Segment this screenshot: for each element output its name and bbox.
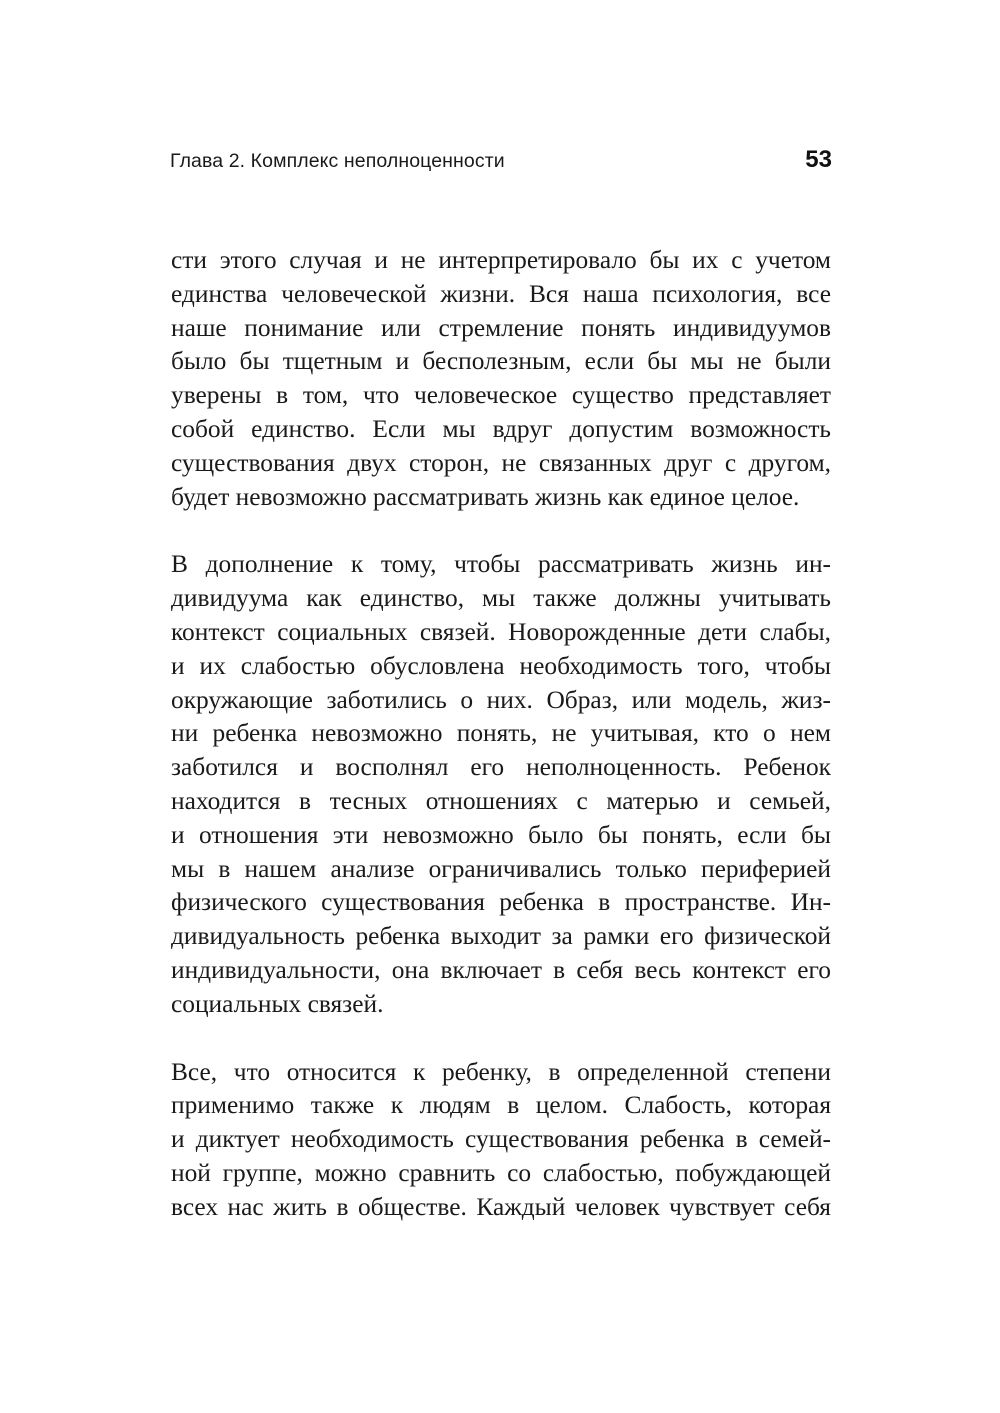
paragraph-spacer — [171, 514, 831, 548]
text-line: Все, что относится к ребенку, в определенной степени — [171, 1057, 831, 1086]
paragraph-1 — [171, 244, 831, 514]
text-line: всех нас жить в обществе. Каждый человек чувствует себя — [171, 1192, 831, 1221]
text-line: уверены в том, что человеческое существо представляет — [171, 381, 831, 410]
text-line: было бы тщетным и бесполезным, если бы мы не были — [171, 347, 831, 376]
text-line: собой единство. Если мы вдруг допустим возможность — [171, 414, 831, 443]
text-line: дивидуума как единство, мы также должны учитывать — [171, 584, 831, 613]
text-line: контекст социальных связей. Новорожденные дети слабы, — [171, 617, 831, 646]
text-line: социальных связей. — [171, 989, 384, 1018]
text-line: наше понимание или стремление понять индивидуумов — [171, 313, 831, 342]
text-line: физического существования ребенка в пространстве. Ин- — [171, 888, 831, 917]
text-line: ной группе, можно сравнить со слабостью, побуждающей — [171, 1158, 831, 1187]
text-line: и их слабостью обусловлена необходимость того, чтобы — [171, 651, 831, 680]
text-line: существования двух сторон, не связанных друг с другом, — [171, 448, 831, 477]
text-line: заботился и восполнял его неполноценность. Ребенок — [171, 753, 831, 782]
text-line: единства человеческой жизни. Вся наша психология, все — [171, 279, 831, 308]
text-line: находится в тесных отношениях с матерью и семьей, — [171, 786, 831, 815]
text-line: и диктует необходимость существования ребенка в семей- — [171, 1125, 831, 1154]
text-line: окружающие заботились о них. Образ, или модель, жиз- — [171, 685, 831, 714]
paragraph-2 — [171, 548, 831, 1021]
paragraph-3 — [171, 1056, 831, 1225]
paragraph-spacer — [171, 1022, 831, 1056]
text-line: мы в нашем анализе ограничивались только периферией — [171, 854, 831, 883]
chapter-title: Глава 2. Комплекс неполноценности — [170, 150, 505, 172]
text-line: применимо также к людям в целом. Слабость, которая — [171, 1091, 831, 1120]
text-line: и отношения эти невозможно было бы понять, если бы — [171, 820, 831, 849]
text-line: сти этого случая и не интерпретировало бы их с учетом — [171, 246, 831, 274]
text-line: дивидуальность ребенка выходит за рамки его физической — [171, 922, 831, 951]
text-line: В дополнение к тому, чтобы рассматривать жизнь ин- — [171, 550, 831, 579]
text-line: ни ребенка невозможно понять, не учитывая, кто о нем — [171, 719, 831, 748]
text-line: будет невозможно рассматривать жизнь как единое целое. — [171, 482, 800, 511]
text-line: индивидуальности, она включает в себя весь контекст его — [171, 955, 831, 984]
running-header — [170, 148, 832, 178]
page-number: 53 — [805, 146, 832, 173]
body-text — [171, 244, 831, 1225]
